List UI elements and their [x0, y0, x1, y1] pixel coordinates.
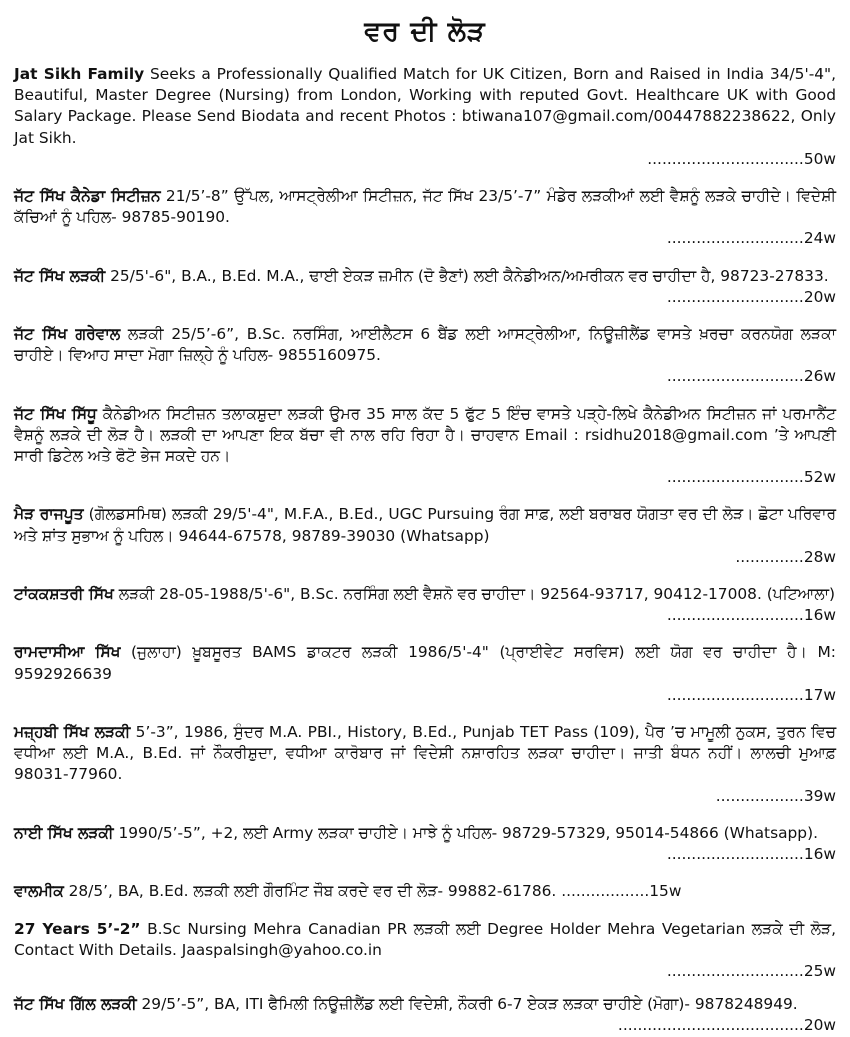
- ad-13: [14, 994, 836, 1036]
- ad-body: (ਜੁਲਾਹਾ) ਖ਼ੂਬਸੂਰਤ BAMS ਡਾਕਟਰ ਲੜਕੀ 1986/5'-4" (ਪ੍ਰਾਈਵੇਟ ਸਰਵਿਸ) ਲਈ ਯੋਗ ਵਰ ਚਾਹੀਦਾ ਹੈ। M: 9592926639: [14, 643, 836, 683]
- ad-body: (ਗੋਲਡਸਮਿਥ) ਲੜਕੀ 29/5'-4", M.F.A., B.Ed., UGC Pursuing ਰੰਗ ਸਾਫ਼, ਲਈ ਬਰਾਬਰ ਯੋਗਤਾ ਵਰ ਦੀ ਲੋੜ। ਛੋਟਾ ਪਰਿਵਾਰ ਅਤੇ ਸ਼ਾਂਤ ਸੁਭਾਅ ਨੂੰ ਪਹਿਲ। 94644-67578, 98789-39030 (Whatsapp): [14, 505, 837, 545]
- ad-price: ............................16w: [666, 606, 836, 625]
- ad-lead: ਜੱਟ ਸਿੱਖ ਲੜਕੀ: [14, 266, 106, 285]
- ad-price: ............................20w: [666, 287, 836, 306]
- ad-text: [14, 642, 836, 684]
- ad-4: [14, 324, 836, 388]
- ad-body: 29/5’-5”, BA, ITI ਫੈਮਿਲੀ ਨਿਊਜ਼ੀਲੈਂਡ ਲਈ ਵਿਦੇਸ਼ੀ, ਨੌਕਰੀ 6-7 ਏਕੜ ਲੜਕਾ ਚਾਹੀਏ (ਮੋਗਾ)- 9878248949.: [136, 995, 798, 1014]
- ad-text: [14, 881, 836, 902]
- ad-body: 1990/5’-5”, +2, ਲਈ Army ਲੜਕਾ ਚਾਹੀਏ। ਮਾਝੇ ਨੂੰ ਪਹਿਲ- 98729-57329, 95014-54866 (Whatsapp).: [113, 823, 818, 842]
- ad-body: ਲੜਕੀ 25/5’-6”, B.Sc. ਨਰਸਿੰਗ, ਆਈਲੈਟਸ 6 ਬੈਂਡ ਲਈ ਆਸਟ੍ਰੇਲੀਆ, ਨਿਊਜ਼ੀਲੈਂਡ ਵਾਸਤੇ ਖ਼ਰਚਾ ਕਰਨਯੋਗ ਲੜਕਾ ਚਾਹੀਏ। ਵਿਆਹ ਸਾਦਾ ਮੋਗਾ ਜ਼ਿਲ੍ਹੇ ਨੂੰ ਪਹਿਲ- 9855160975.: [14, 325, 836, 365]
- ad-lead: ਜੱਟ ਸਿੱਖ ਕੈਨੇਡਾ ਸਿਟੀਜ਼ਨ: [14, 187, 161, 206]
- ad-12: [14, 919, 836, 983]
- ad-body: Seeks a Professionally Qualified Match for UK Citizen, Born and Raised in India 34/5'-4", Beautiful, Master Degree (Nursing) from London, Working with reputed Govt. Healthcare UK with Good Salary Package. Please Send Biodata and recent Photos : btiwana107@gmail.com/00447882238622, Only Jat Sikh.: [14, 65, 837, 147]
- ad-3: [14, 266, 836, 308]
- ad-price: ............................17w: [666, 685, 836, 704]
- ad-2: [14, 186, 836, 250]
- ad-text: [14, 823, 836, 844]
- ad-11: [14, 881, 836, 902]
- ad-text: [14, 186, 836, 228]
- ad-body: B.Sc Nursing Mehra Canadian PR ਲੜਕੀ ਲਈ Degree Holder Mehra Vegetarian ਲੜਕੇ ਦੀ ਲੋੜ, Contact With Details. Jaaspalsingh@yahoo.co.in: [14, 919, 836, 959]
- ad-lead: ਜੱਟ ਸਿੱਖ ਗਿੱਲ ਲੜਕੀ: [14, 995, 137, 1014]
- ad-text: [14, 64, 836, 149]
- ad-lead: ਨਾਈ ਸਿੱਖ ਲੜਕੀ: [14, 823, 114, 842]
- ad-price: ............................52w: [666, 468, 836, 487]
- ad-text: [14, 324, 836, 366]
- page-title: ਵਰ ਦੀ ਲੋੜ: [364, 16, 486, 47]
- ad-price: ............................24w: [666, 229, 836, 248]
- ad-body: 28/5’, BA, B.Ed. ਲੜਕੀ ਲਈ ਗੌਰਮਿੰਟ ਜੌਬ ਕਰਦੇ ਵਰ ਦੀ ਲੋੜ- 99882-61786. ..................15w: [63, 882, 682, 901]
- ad-price: ............................16w: [666, 845, 836, 864]
- ad-9: [14, 722, 836, 807]
- ad-text: [14, 584, 836, 605]
- ad-lead: 27 Years 5’-2”: [14, 919, 141, 938]
- ad-text: [14, 504, 836, 546]
- ad-6: [14, 504, 836, 568]
- ad-7: [14, 584, 836, 626]
- ad-body: 21/5’-8” ਉੱਪਲ, ਆਸਟ੍ਰੇਲੀਆ ਸਿਟੀਜ਼ਨ, ਜੱਟ ਸਿੱਖ 23/5’-7” ਮੰਡੇਰ ਲੜਕੀਆਂ ਲਈ ਵੈਸ਼ਨੂੰ ਲੜਕੇ ਚਾਹੀਦੇ। ਵਿਦੇਸ਼ੀ ਕੱਚਿਆਂ ਨੂੰ ਪਹਿਲ- 98785-90190.: [14, 187, 836, 227]
- ad-lead: ਰਾਮਦਾਸੀਆ ਸਿੱਖ: [14, 643, 121, 662]
- ad-lead: ਮੈੜ ਰਾਜਪੂਤ: [14, 505, 84, 524]
- ad-price: ............................26w: [666, 367, 836, 386]
- ad-lead: ਜੱਟ ਸਿੱਖ ਸਿੱਧੂ: [14, 404, 97, 423]
- ad-5: [14, 404, 836, 489]
- ad-body: ਕੈਨੇਡੀਅਨ ਸਿਟੀਜ਼ਨ ਤਲਾਕਸ਼ੁਦਾ ਲੜਕੀ ਉਮਰ 35 ਸਾਲ ਕੱਦ 5 ਫੁੱਟ 5 ਇੰਚ ਵਾਸਤੇ ਪੜ੍ਹੇ-ਲਿਖੇ ਕੈਨੇਡੀਅਨ ਸਿਟੀਜ਼ਨ ਜਾਂ ਪਰਮਾਨੈਂਟ ਵੈਸ਼ਨੂੰ ਲੜਕੇ ਦੀ ਲੋੜ ਹੈ। ਲੜਕੀ ਦਾ ਆਪਣਾ ਇਕ ਬੱਚਾ ਵੀ ਨਾਲ ਰਹਿ ਰਿਹਾ ਹੈ। ਚਾਹਵਾਨ Email : rsidhu2018@gmail.com ’ਤੇ ਆਪਣੀ ਸਾਰੀ ਡਿਟੇਲ ਅਤੇ ਫੋਟੋ ਭੇਜ ਸਕਦੇ ਹਨ।: [14, 404, 837, 466]
- ad-lead: ਜੱਟ ਸਿੱਖ ਗਰੇਵਾਲ: [14, 325, 121, 344]
- ad-text: [14, 404, 836, 468]
- ad-lead: ਮਜ਼੍ਹਬੀ ਸਿੱਖ ਲੜਕੀ: [14, 723, 131, 742]
- ad-lead: ਟਾਂਕਕਸ਼ਤਰੀ ਸਿੱਖ: [14, 585, 114, 604]
- ad-1: [14, 64, 836, 170]
- ad-text: [14, 266, 836, 287]
- ad-lead: ਵਾਲਮੀਕ: [14, 882, 64, 901]
- ad-price: ......................................20w: [617, 1016, 836, 1035]
- ad-price: ..................39w: [715, 786, 836, 805]
- ad-text: [14, 722, 836, 786]
- ad-body: 5’-3”, 1986, ਸੁੰਦਰ M.A. PBI., History, B.Ed., Punjab TET Pass (109), ਪੈਰ ’ਚ ਮਾਮੂਲੀ ਨੁਕਸ, ਤੁਰਨ ਵਿਚ ਵਧੀਆ ਲਈ M.A., B.Ed. ਜਾਂ ਨੌਕਰੀਸ਼ੁਦਾ, ਵਧੀਆ ਕਾਰੋਬਾਰ ਜਾਂ ਵਿਦੇਸ਼ੀ ਨਸ਼ਾਰਹਿਤ ਲੜਕਾ ਚਾਹੀਦਾ। ਜਾਤੀ ਬੰਧਨ ਨਹੀਂ। ਲਾਲਚੀ ਮੁਆਫ਼ 98031-77960.: [14, 723, 836, 784]
- ad-text: [14, 919, 836, 961]
- ad-price: ............................25w: [666, 961, 836, 980]
- ad-body: ਲੜਕੀ 28-05-1988/5'-6", B.Sc. ਨਰਸਿੰਗ ਲਈ ਵੈਸ਼ਨੋ ਵਰ ਚਾਹੀਦਾ। 92564-93717, 90412-17008. (ਪਟਿਆਲਾ): [113, 585, 836, 604]
- ad-body: 25/5'-6", B.A., B.Ed. M.A., ਢਾਈ ਏਕੜ ਜ਼ਮੀਨ (ਦੋ ਭੈਣਾਂ) ਲਈ ਕੈਨੇਡੀਅਨ/ਅਮਰੀਕਨ ਵਰ ਚਾਹੀਦਾ ਹੈ, 98723-27833.: [105, 266, 829, 285]
- ad-price: ..............28w: [735, 547, 836, 566]
- ad-price: ................................50w: [647, 149, 836, 168]
- ad-text: [14, 994, 836, 1015]
- ad-lead: Jat Sikh Family: [14, 65, 145, 83]
- ad-8: [14, 642, 836, 706]
- ad-10: [14, 823, 836, 865]
